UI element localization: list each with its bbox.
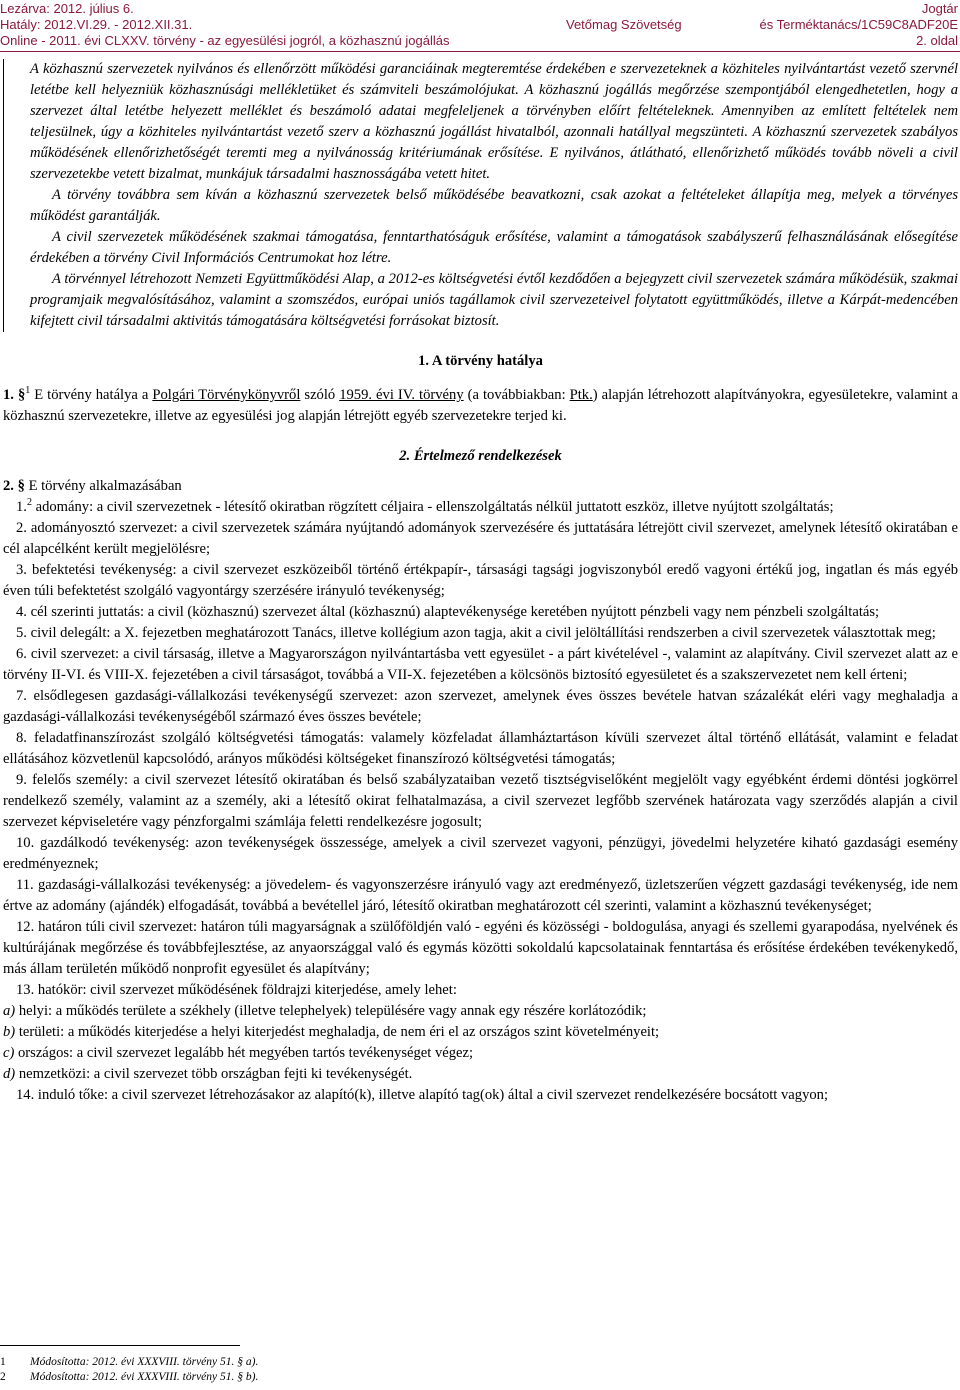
footnote-1: 1 Módosította: 2012. évi XXXVIII. törvény 51. § a). [0, 1356, 259, 1368]
footnote-ref-2[interactable]: 2 [26, 497, 32, 509]
subitem-d: d) nemzetközi: a civil szervezet több országban fejti ki tevékenységét. [3, 1066, 413, 1082]
definition-item-11: 11. gazdasági-vállalkozási tevékenység: a jövedelem- és vagyonszerzésre irányuló vagy azt eredményező, üzletszerűen végzett gazdasági tevékenység, ide nem értve az adomány (ajándék) elfogadását, továbbá a bevétellel járó, létesítő okiratban meghatározott cél szerinti, valamint a közhasznú tevékenységet; [3, 877, 958, 914]
page-header [0, 0, 960, 52]
preamble-paragraph-3: A civil szervezetek működésének szakmai támogatása, fenntarthatóságuk erősítése, valamint a támogatások szabályszerű felhasználásának elősegítése érdekében a törvény Civil Információs Centrumokat hoz létre. [30, 229, 958, 266]
section-2-lead: E törvény alkalmazásában [28, 478, 182, 494]
header-left-line-2: Hatály: 2012.VI.29. - 2012.XII.31. [0, 17, 193, 32]
section-1-paragraph: 1. §$^1$ E törvény hatálya a Polgári Törvénykönyvről szóló 1959. évi IV. törvény (a továbbiakban: Ptk.) alapján létrehozott alapítványokra, egyesületekre, valamint a közhasznú szervezetekre, illetve az egyesülési jog alapján létrejött egyéb szervezetekre terjed ki. [3, 385, 958, 424]
footnote-2: 2 Módosította: 2012. évi XXXVIII. törvény 51. § b). [0, 1371, 259, 1383]
subitem-b: b) területi: a működés kiterjedése a helyi kiterjedést meghaladja, de nem éri el az országos szint követelményeit; [3, 1024, 660, 1040]
preamble-paragraph-2: A törvény továbbra sem kíván a közhasznú szervezetek belső működésébe beavatkozni, csak azokat a feltételeket állapítja meg, melyek a törvényes működést garantálják. [30, 187, 958, 224]
link-ptk[interactable]: Polgári Törvénykönyvről [152, 387, 301, 403]
footnote-ref-1[interactable]: 1 [25, 385, 31, 397]
header-right-line-1: Jogtár [921, 1, 958, 16]
definition-item-6: 6. civil szervezet: a civil társaság, illetve a Magyarországon nyilvántartásba vett egyesület - a párt kivételével -, valamint az alapítvány. Civil szervezet alatt az e törvény II-VI. és VIII-X. fejezetében a civil társaságot, továbbá a VII-X. fejezetében a kölcsönös biztosító egyesületet és a szakszervezetet nem kell érteni; [3, 646, 958, 683]
link-ptk-abbr[interactable]: Ptk. [569, 387, 593, 403]
definition-item-12: 12. határon túli civil szervezet: határon túli magyarságnak a szülőföldjén való - egyéni és közösségi - boldogulása, anyagi és szellemi gyarapodása, nyelvének és kultúrájának megőrzése és továbbfejlesztése, az anyaországgal való és egymás közötti sokoldalú kapcsolatainak fenntartása és erősítése érdekében tevékenykedő, más állam területén működő nonprofit egyesület és alapítvány; [3, 919, 958, 977]
subitem-a: a) helyi: a működés területe a székhely (illetve telephelyek) településére vagy annak egy részére korlátozódik; [3, 1003, 647, 1019]
definition-item-3: 3. befektetési tevékenység: a civil szervezet eszközeiből történő értékpapír-, társasági tagsági jogviszonyból eredő vagyoni értékű jog, ingatlan és más egyéb éven túli befektetést szolgáló vagyontárgy szerzésére irányuló tevékenység; [3, 562, 958, 599]
section-1-number: 1. [3, 387, 14, 403]
section-2-title [3, 476, 958, 497]
preamble-paragraph-4: A törvénnyel létrehozott Nemzeti Együttműködési Alap, a 2012-es költségvetési évtől kezdődően a bejegyzett civil szervezetek számára működésük, szakmai programjaik megvalósításához, valamint a szomszédos, európai uniós tagállamok civil szervezeteivel folytatott együttműködés, illetve a Kárpát-medencében kifejtett civil társadalmi aktivitás támogatására költségvetési forrásokat biztosít. [30, 271, 958, 329]
definition-item-5: 5. civil delegált: a X. fejezetben meghatározott Tanács, illetve kollégium azon tagja, akit a civil jelöltállítási rendszerben a civil szervezetek választottak meg; [16, 625, 936, 641]
definition-item-13: 13. hatókör: civil szervezet működésének földrajzi kiterjedése, amely lehet: [16, 982, 457, 998]
header-rule [0, 51, 960, 52]
link-1959-law[interactable]: 1959. évi IV. törvény [339, 387, 464, 403]
subitem-c: c) országos: a civil szervezet legalább hét megyében tartós tevékenységet végez; [3, 1045, 474, 1061]
definition-item-14: 14. induló tőke: a civil szervezet létrehozásakor az alapító(k), illetve alapító tag(ok) által a civil szervezet rendelkezésére bocsátott vagyon; [16, 1087, 829, 1103]
section-sign: § [17, 478, 25, 494]
section-heading-2: 2. Értelmező rendelkezések [399, 448, 562, 464]
preamble-paragraph-1: A közhasznú szervezetek nyilvános és ellenőrzött működési garanciáinak megteremtése érdekében e szervezeteknek a közhiteles nyilvántartást vezető szervnél letétbe kell helyezniük közhasznúsági mellékletüket és számviteli beszámolójukat. A közhasznú jogállás megőrzése szempontjából elengedhetetlen, hogy a szervezet által letétbe helyezett melléklet és beszámoló adatai megfeleljenek a törvényben előírt feltételeknek. Amennyiben az említett feltételek nem teljesülnek, úgy a közhiteles nyilvántartást vezető szerv a közhasznú jogállást hivatalból, azonnali hatállyal megszünteti. A közhasznú szervezetek szabályos működésének ellenőrizhetőségét teremti meg a nyilvánosság kritériumának erősítése. E nyilvános, átlátható, ellenőrizhető működés tovább növeli a civil szervezetekbe vetett bizalmat, munkájuk társadalmi hasznosságába vetett hitet. [30, 61, 958, 182]
change-bar [3, 59, 4, 332]
footnote-rule [0, 1345, 240, 1346]
section-2-number: 2. [3, 478, 14, 494]
preamble-block [3, 59, 958, 332]
header-page-number: 2. oldal [916, 33, 958, 48]
document-body [3, 59, 958, 1106]
definition-item-2: 2. adományosztó szervezet: a civil szervezetek számára nyújtandó adományok szervezésére és juttatására létrejött civil szervezet, amelynek létesítő okiratában e cél alapcélként került megjelölésre; [3, 520, 958, 557]
definition-item-8: 8. feladatfinanszírozást szolgáló költségvetési támogatás: valamely közfeladat államháztartáson kívüli szervezet által történő ellátását, valamint e feladat ellátásához közvetlenül kapcsolódó, arányos működési költségeket finanszírozó költségvetési támogatás; [3, 730, 958, 767]
header-center: Vetőmag Szövetség [566, 17, 682, 32]
definition-item-9: 9. felelős személy: a civil szervezet létesítő okiratában és belső szabályzataiban vezető tisztségviselőként megjelölt vagy egyébként érdemi döntési jogkörrel rendelkező személy, valamint az a személy, aki a létesítő okirat felhatalmazása, a civil szervezet legfőbb szervének határozata vagy szerződés alapján a civil szervezet képviseletére vagy pénzforgalmi számlája feletti rendelkezésre jogosult; [3, 772, 958, 830]
section-sign: § [17, 387, 26, 403]
header-left-line-3: Online - 2011. évi CLXXV. törvény - az egyesülési jogról, a közhasznú jogállás [0, 33, 450, 48]
definition-item-10: 10. gazdálkodó tevékenység: azon tevékenységek összessége, amelyek a civil szervezet vagyoni, pénzügyi, jövedelmi helyzetére kiható gazdasági esemény eredményeznek; [3, 835, 958, 872]
definition-item-7: 7. elsődlegesen gazdasági-vállalkozási tevékenységű szervezet: azon szervezet, amelynek éves összes bevétele hatvan százalékát eléri vagy meghaladja a gazdasági-vállalkozási tevékenységéből származó éves összes bevétele; [3, 688, 958, 725]
definition-item-4: 4. cél szerinti juttatás: a civil (közhasznú) szervezet által (közhasznú) alaptevékenysége keretében nyújtott pénzbeli vagy nem pénzbeli szolgáltatás; [16, 604, 880, 620]
header-left-line-1: Lezárva: 2012. július 6. [0, 1, 134, 16]
section-heading-1: 1. A törvény hatálya [418, 353, 543, 369]
definition-item-1: 1.$^2$ adomány: a civil szervezetnek - létesítő okiratban rögzített céljaira - ellenszolgáltatás nélkül juttatott eszköz, illetve nyújtott szolgáltatás; [16, 497, 834, 515]
header-right-line-2: és Terméktanács/1C59C8ADF20E [759, 17, 958, 32]
